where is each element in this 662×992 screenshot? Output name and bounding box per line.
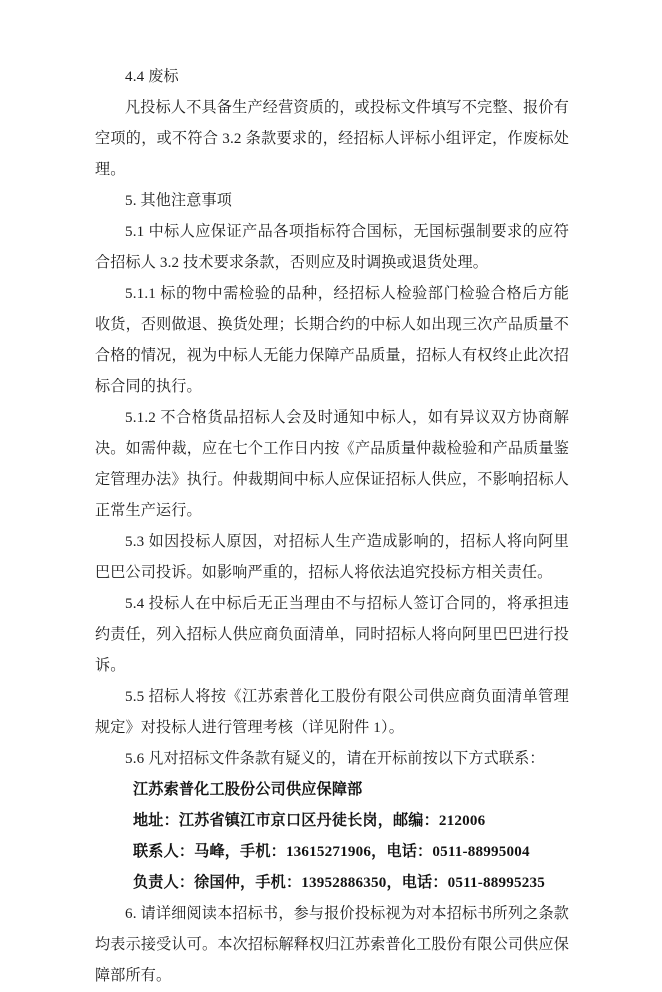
document-text-column: [95, 62, 569, 992]
paragraph-4-4-body: 凡投标人不具备生产经营资质的，或投标文件填写不完整、报价有空项的，或不符合 3.2 条款要求的，经招标人评标小组评定，作废标处理。: [95, 100, 569, 178]
paragraph-5-3: 5.3 如因投标人原因，对招标人生产造成影响的，招标人将向阿里巴巴公司投诉。如影响严重的，招标人将依法追究投标方相关责任。: [95, 534, 569, 581]
contact-manager: 负责人：徐国仲，手机：13952886350，电话：0511-88995235: [133, 875, 545, 891]
contact-department: 江苏索普化工股份公司供应保障部: [133, 782, 363, 798]
paragraph-5-1-2: 5.1.2 不合格货品招标人会及时通知中标人，如有异议双方协商解决。如需仲裁，应在七个工作日内按《产品质量仲裁检验和产品质量鉴定管理办法》执行。仲裁期间中标人应保证招标人供应，不影响招标人正常生产运行。: [95, 410, 569, 519]
contact-address: 地址：江苏省镇江市京口区丹徒长岗，邮编：212006: [133, 813, 486, 829]
contact-information-block: [95, 775, 569, 899]
paragraph-5-5: 5.5 招标人将按《江苏索普化工股份有限公司供应商负面清单管理规定》对投标人进行管理考核（详见附件 1）。: [95, 689, 569, 736]
section-heading-4-4: 4.4 废标: [125, 69, 179, 85]
section-heading-5: 5. 其他注意事项: [125, 193, 233, 209]
paragraph-5-6: 5.6 凡对招标文件条款有疑义的，请在开标前按以下方式联系：: [125, 751, 545, 767]
paragraph-6-closing: 6. 请详细阅读本招标书，参与报价投标视为对本招标书所列之条款均表示接受认可。本次招标解释权归江苏索普化工股份有限公司供应保障部所有。: [95, 906, 569, 984]
contact-person: 联系人：马峰，手机：13615271906，电话：0511-88995004: [133, 844, 530, 860]
paragraph-5-1: 5.1 中标人应保证产品各项指标符合国标，无国标强制要求的应符合招标人 3.2 技术要求条款，否则应及时调换或退货处理。: [95, 224, 569, 271]
paragraph-5-4: 5.4 投标人在中标后无正当理由不与招标人签订合同的，将承担违约责任，列入招标人供应商负面清单，同时招标人将向阿里巴巴进行投诉。: [95, 596, 569, 674]
paragraph-5-1-1: 5.1.1 标的物中需检验的品种，经招标人检验部门检验合格后方能收货，否则做退、换货处理；长期合约的中标人如出现三次产品质量不合格的情况，视为中标人无能力保障产品质量，招标人有权终止此次招标合同的执行。: [95, 286, 569, 395]
